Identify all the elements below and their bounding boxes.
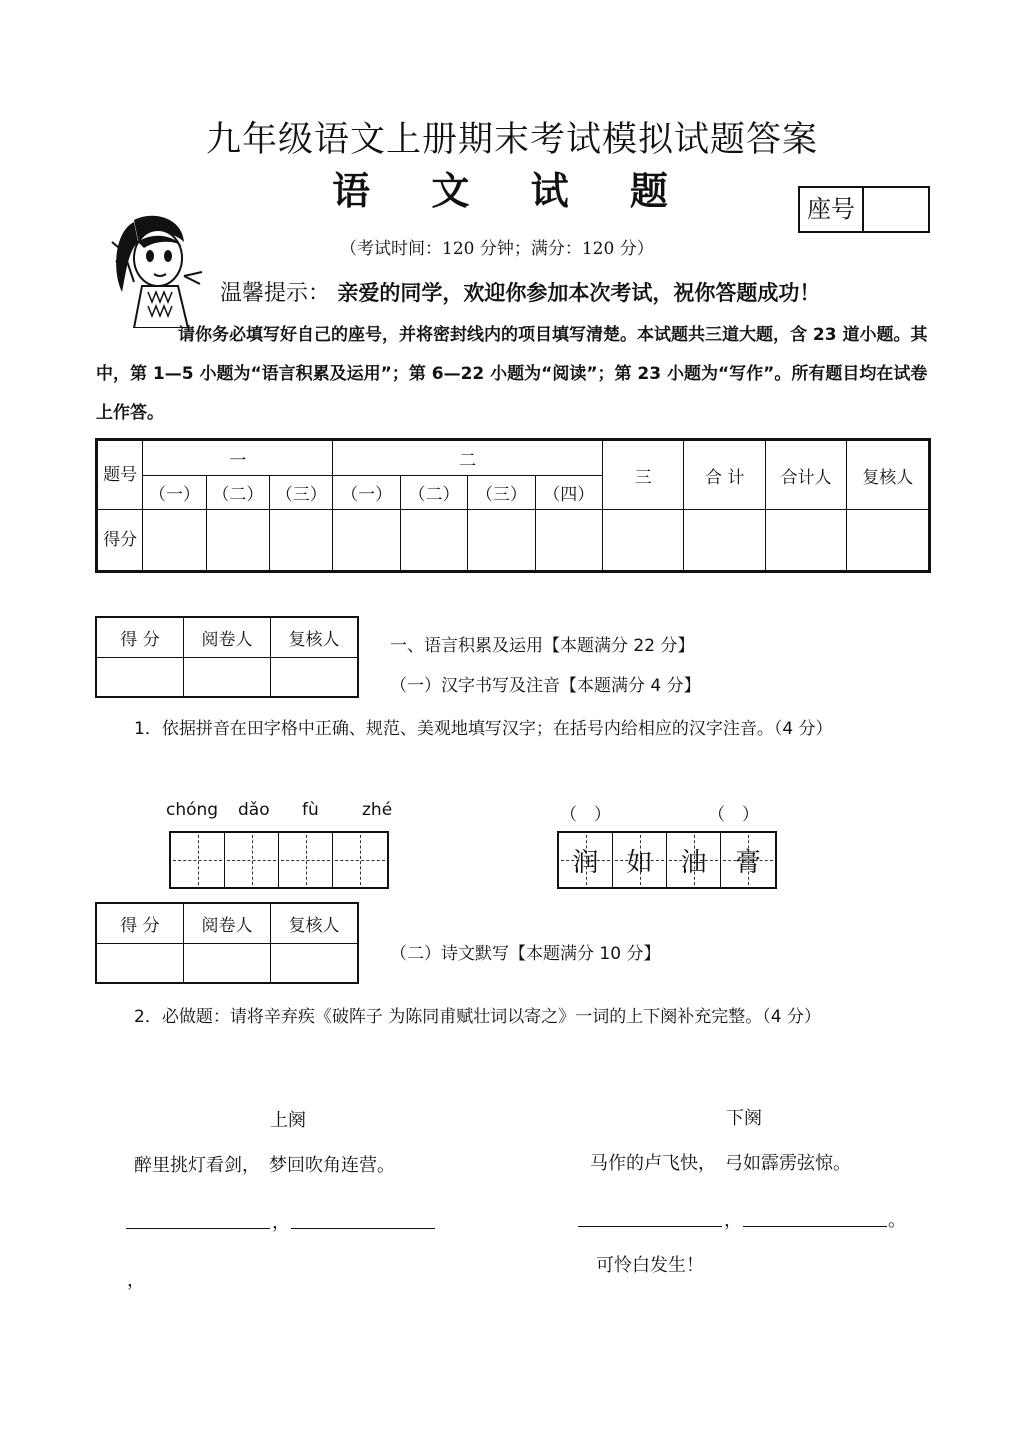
question-2: 2．必做题：请将辛弃疾《破阵子 为陈同甫赋壮词以寄之》一词的上下阕补充完整。（4 分）	[134, 1007, 821, 1027]
warm-tip	[220, 276, 820, 307]
stray-comma: ，	[127, 1270, 145, 1291]
cartoon-girl-icon	[104, 212, 206, 328]
score-label: 得 分	[96, 903, 184, 943]
char: 润	[572, 847, 599, 878]
seat-label: 座号	[800, 188, 864, 231]
lower-stanza-title: 下阕	[726, 1108, 762, 1129]
tip-text: 亲爱的同学，欢迎你参加本次考试，祝你答题成功！	[337, 281, 821, 305]
reviewer-label: 复核人	[271, 617, 359, 657]
part-one-header: 一	[143, 440, 333, 476]
grader-cell[interactable]	[184, 943, 271, 983]
pinyin-paren-right: （ ）	[708, 805, 759, 825]
tianzi-cell	[721, 833, 775, 887]
question-1: 1．依据拼音在田字格中正确、规范、美观地填写汉字；在括号内给相应的汉字注音。（4 分）	[134, 719, 833, 739]
part1-sub: （一）	[143, 476, 206, 510]
tianzi-cell[interactable]	[333, 833, 387, 887]
question-number-label: 题号	[97, 440, 143, 510]
score-cell[interactable]	[847, 510, 930, 572]
score-cell[interactable]	[602, 510, 683, 572]
part-three-header: 三	[602, 440, 683, 510]
score-cell[interactable]	[143, 510, 206, 572]
lower-line-3: 可怜白发生！	[596, 1255, 704, 1276]
tianzi-cell	[559, 833, 613, 887]
sub-title: 语 文 试 题	[332, 168, 692, 213]
score-cell[interactable]	[96, 657, 184, 697]
upper-blank-2[interactable]	[291, 1228, 435, 1229]
seat-number-box	[798, 186, 930, 233]
pinyin-3: fù	[302, 800, 319, 820]
reviewer-label: 复核人	[271, 903, 359, 943]
upper-line-1: 醉里挑灯看剑， 梦回吹角连营。	[134, 1155, 395, 1176]
tianzi-cell[interactable]	[171, 833, 225, 887]
section-one-title: 一、语言积累及运用【本题满分 22 分】	[390, 636, 695, 656]
tianzi-cell[interactable]	[225, 833, 279, 887]
grader-table-2	[95, 902, 359, 984]
upper-stanza-title: 上阕	[270, 1110, 306, 1131]
score-cell[interactable]	[535, 510, 602, 572]
part2-sub: （二）	[400, 476, 467, 510]
tianzi-cell	[667, 833, 721, 887]
part1-sub: （三）	[270, 476, 333, 510]
reviewer-cell[interactable]	[271, 943, 359, 983]
score-cell[interactable]	[270, 510, 333, 572]
char: 如	[626, 847, 653, 878]
lower-line-1: 马作的卢飞快， 弓如霹雳弦惊。	[590, 1153, 851, 1174]
score-cell[interactable]	[400, 510, 467, 572]
grader-label: 阅卷人	[184, 903, 271, 943]
pinyin-2: dǎo	[238, 800, 270, 820]
score-cell[interactable]	[206, 510, 269, 572]
main-title: 九年级语文上册期末考试模拟试题答案	[205, 120, 818, 160]
tianzi-cell	[613, 833, 667, 887]
lower-period: 。	[888, 1210, 906, 1231]
part2-sub: （三）	[468, 476, 535, 510]
score-cell[interactable]	[333, 510, 400, 572]
subsection-two-title: （二）诗文默写【本题满分 10 分】	[390, 944, 661, 964]
pinyin-4: zhé	[362, 800, 393, 820]
grader-label: 阅卷人	[184, 617, 271, 657]
score-cell[interactable]	[96, 943, 184, 983]
exam-time-info: （考试时间：120 分钟；满分：120 分）	[340, 239, 654, 259]
score-cell[interactable]	[765, 510, 846, 572]
pinyin-paren-left: （ ）	[560, 805, 611, 825]
reviewer-header: 复核人	[847, 440, 930, 510]
intro-paragraph: 请你务必填写好自己的座号，并将密封线内的项目填写清楚。本试题共三道大题，含 23 道小题。其中，第 1—5 小题为“语言积累及运用”；第 6—22 小题为“阅读”；第 23 小题为“写作”。所有题目均在试卷上作答。	[96, 325, 928, 423]
totaler-header: 合计人	[765, 440, 846, 510]
char: 膏	[734, 847, 761, 878]
lower-blank-2[interactable]	[743, 1226, 887, 1227]
score-table	[95, 438, 931, 573]
grader-cell[interactable]	[184, 657, 271, 697]
upper-blank-1[interactable]	[126, 1228, 270, 1229]
char: 油	[680, 847, 707, 878]
tianzi-cell[interactable]	[279, 833, 333, 887]
subsection-one-title: （一）汉字书写及注音【本题满分 4 分】	[390, 676, 701, 696]
tip-label: 温馨提示：	[220, 281, 331, 306]
score-label: 得 分	[96, 617, 184, 657]
tianzi-grid-blank	[169, 831, 389, 889]
lower-blank-1[interactable]	[578, 1226, 722, 1227]
part2-sub: （一）	[333, 476, 400, 510]
lower-comma: ，	[724, 1210, 742, 1231]
score-cell[interactable]	[468, 510, 535, 572]
reviewer-cell[interactable]	[271, 657, 359, 697]
upper-comma: ，	[272, 1212, 290, 1233]
seat-input[interactable]	[864, 188, 928, 231]
total-header: 合 计	[684, 440, 765, 510]
score-row-label: 得分	[97, 510, 143, 572]
part2-sub: （四）	[535, 476, 602, 510]
part1-sub: （二）	[206, 476, 269, 510]
part-two-header: 二	[333, 440, 603, 476]
pinyin-1: chóng	[166, 800, 219, 820]
tianzi-grid-chars	[557, 831, 777, 889]
grader-table-1	[95, 616, 359, 698]
score-cell[interactable]	[684, 510, 765, 572]
